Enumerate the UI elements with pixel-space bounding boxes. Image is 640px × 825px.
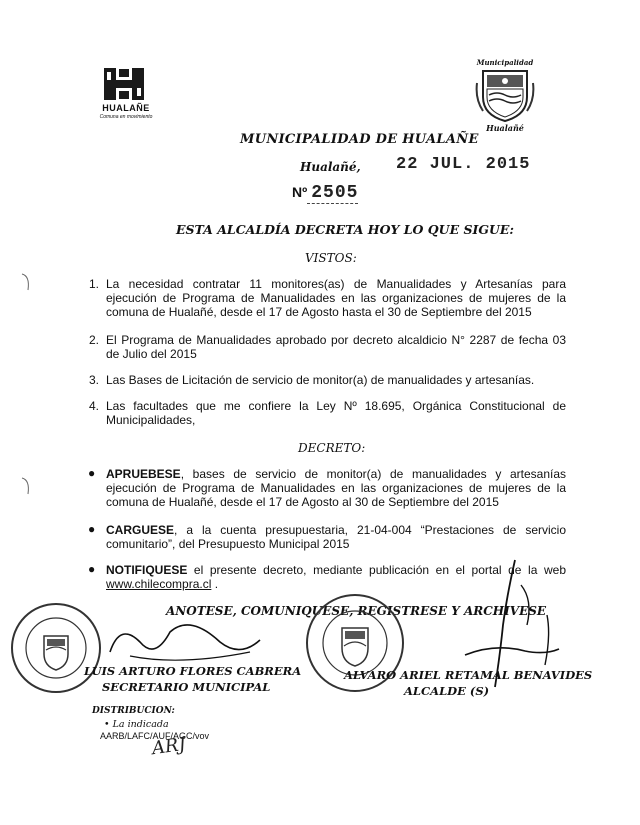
h-logo-icon xyxy=(102,66,146,102)
vistos-item xyxy=(89,333,566,362)
place-label: Hualañé, xyxy=(300,160,361,174)
item-text: el presente decreto, mediante publicación en el portal de la web xyxy=(187,563,566,577)
item-number: 3. xyxy=(89,373,100,387)
item-keyword: CARGUESE xyxy=(106,523,175,537)
bullet-icon: ● xyxy=(88,562,96,576)
item-text: , a la cuenta presupuestaria, 21-04-004 “Prestaciones de servicio comunitario”, del Presupuesto Municipal 2015 xyxy=(106,523,566,552)
vistos-item xyxy=(89,399,566,428)
item-text: Las facultades que me confiere la Ley Nº 18.695, Orgánica Constitucional de Municipalidades, xyxy=(106,399,566,428)
decree-number xyxy=(292,183,358,203)
item-number: 4. xyxy=(89,399,100,413)
punch-mark-icon xyxy=(18,272,32,292)
municipal-seal xyxy=(470,58,540,134)
logo-name: HUALAÑE xyxy=(102,103,150,113)
number-prefix: Nº xyxy=(292,184,308,200)
author-initials: AARB/LAFC/AUF/AGC/vov xyxy=(100,731,210,741)
bullet-icon: ● xyxy=(88,522,96,536)
closing-line: ANOTESE, COMUNIQUESE, REGISTRESE Y ARCHIVESE xyxy=(166,604,547,618)
distribution-item: • La indicada xyxy=(104,719,169,730)
vistos-item xyxy=(89,373,566,387)
item-text: La necesidad contratar 11 monitores(as) de Manualidades y Artesanías para ejecución de Programa de Manualidades en las organizaciones de mujeres de la comuna de Hualañé, desde el 17 de Agosto hasta el 30 de Septiembre del 2015 xyxy=(106,277,566,320)
item-keyword: NOTIFIQUESE xyxy=(106,563,188,577)
punch-mark-icon xyxy=(18,476,32,496)
bullet-icon: • xyxy=(104,719,113,730)
item-text: El Programa de Manualidades aprobado por decreto alcaldicio N° 2287 de fecha 03 de Julio del 2015 xyxy=(106,333,566,362)
chilecompra-link[interactable]: www.chilecompra.cl xyxy=(106,577,212,592)
hualane-logo xyxy=(96,66,156,122)
coat-of-arms-icon xyxy=(475,67,535,123)
seal-top-text: Municipalidad xyxy=(476,58,534,67)
decreto-heading: DECRETO: xyxy=(298,441,366,455)
item-text: , bases de servicio de monitor(a) de manualidades y artesanías ejecución de Programa de Manualidades en las organizaciones de mujeres de la comuna de Hualañé, desde el 17 de Agosto al 30 de Septiembre del 2015 xyxy=(106,467,566,510)
secretary-role: SECRETARIO MUNICIPAL xyxy=(102,680,271,694)
seal-bottom-text: Hualañé xyxy=(486,123,524,133)
number-value: 2505 xyxy=(307,183,358,204)
vistos-heading: VISTOS: xyxy=(305,251,357,265)
logo-tagline: Comuna en movimiento xyxy=(99,114,153,120)
item-keyword: APRUEBESE xyxy=(106,467,181,481)
decree-heading: ESTA ALCALDÍA DECRETA HOY LO QUE SIGUE: xyxy=(176,222,515,237)
secretary-signature-icon xyxy=(100,612,270,672)
decreto-item xyxy=(88,522,566,552)
secretary-stamp-icon xyxy=(6,598,106,698)
decreto-item xyxy=(88,466,566,510)
item-number: 2. xyxy=(89,333,100,347)
secretary-name: LUIS ARTURO FLORES CABRERA xyxy=(84,664,302,678)
item-text-end: . xyxy=(211,577,219,592)
item-number: 1. xyxy=(89,277,100,291)
document-title: MUNICIPALIDAD DE HUALAÑE xyxy=(240,132,479,147)
item-text: Las Bases de Licitación de servicio de monitor(a) de manualidades y artesanías. xyxy=(106,373,535,387)
mayor-name: ALVARO ARIEL RETAMAL BENAVIDES xyxy=(344,668,593,682)
handwritten-initials: ARJ xyxy=(150,733,188,760)
bullet-icon: ● xyxy=(88,466,96,480)
mayor-role: ALCALDE (S) xyxy=(404,684,490,698)
vistos-item xyxy=(89,277,566,320)
date-stamp: 22 JUL. 2015 xyxy=(396,155,531,174)
distribution-heading: DISTRIBUCION: xyxy=(92,706,175,716)
